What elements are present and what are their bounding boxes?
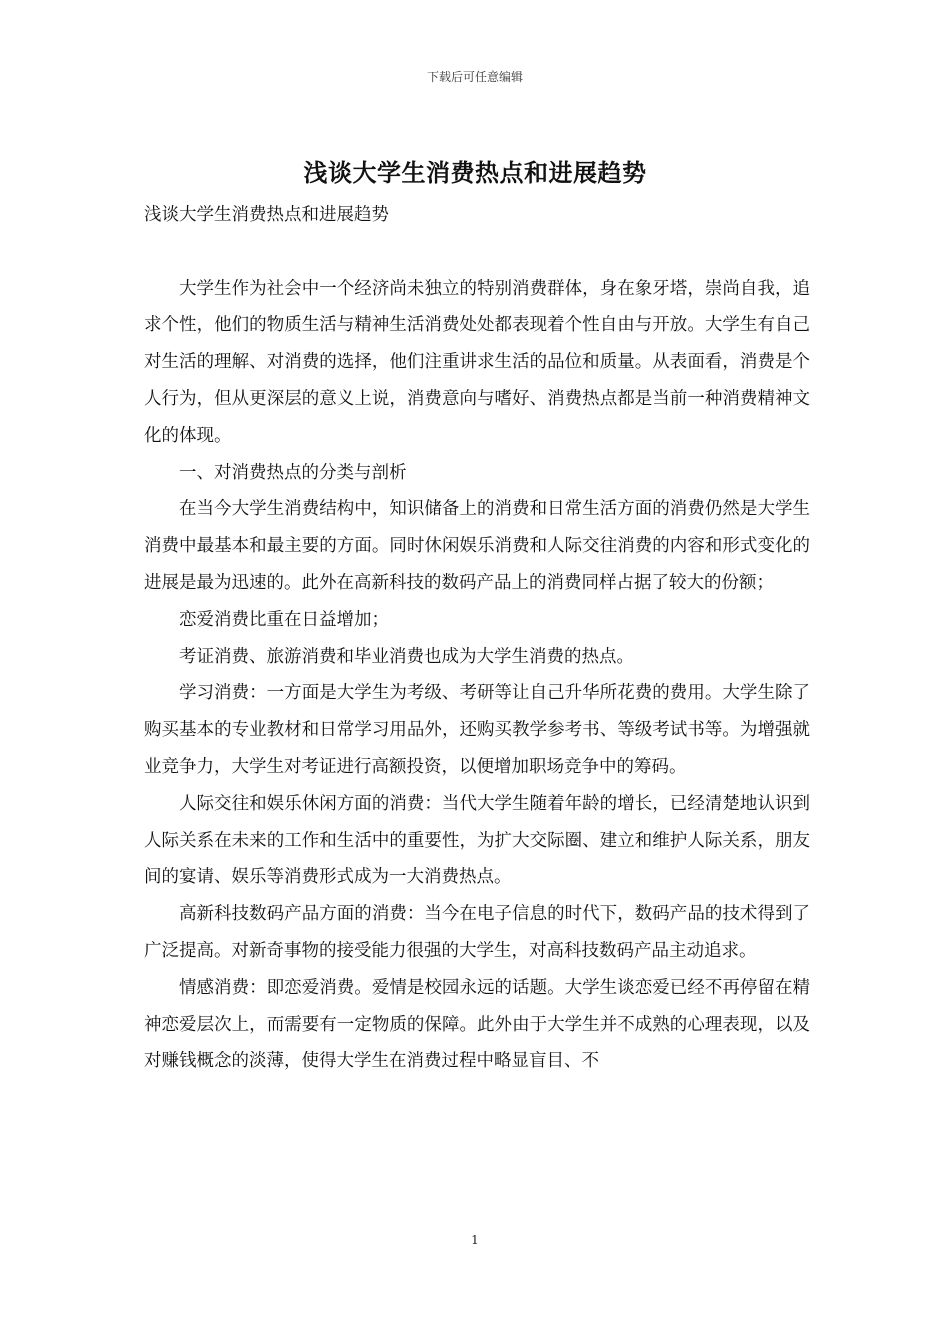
page-number: 1 bbox=[471, 1233, 479, 1247]
page-header-note: 下载后可任意编辑 bbox=[426, 70, 523, 84]
paragraph-study: 学习消费：一方面是大学生为考级、考研等让自己升华所花费的费用。大学生除了购买基本的专业教材和日常学习用品外，还购买教学参考书、等级考试书等。为增强就业竞争力，大学生对考证进行高额投资，以便增加职场竞争中的筹码。 bbox=[144, 683, 810, 777]
paragraph-digital: 高新科技数码产品方面的消费：当今在电子信息的时代下，数码产品的技术得到了广泛提高。对新奇事物的接受能力很强的大学生，对高科技数码产品主动追求。 bbox=[144, 904, 810, 961]
paragraph-emotion: 情感消费：即恋爱消费。爱情是校园永远的话题。大学生谈恋爱已经不再停留在精神恋爱层次上，而需要有一定物质的保障。此外由于大学生并不成熟的心理表现，以及对赚钱概念的淡薄，使得大学生在消费过程中略显盲目、不 bbox=[144, 977, 810, 1072]
document-subtitle: 浅谈大学生消费热点和进展趋势 bbox=[144, 205, 389, 225]
paragraph-romance-share: 恋爱消费比重在日益增加； bbox=[179, 609, 389, 630]
paragraph-intro: 大学生作为社会中一个经济尚未独立的特别消费群体，身在象牙塔，崇尚自我，追求个性，他们的物质生活与精神生活消费处处都表现着个性自由与开放。大学生有自己对生活的理解、对消费的选择，他们注重讲求生活的品位和质量。从表面看，消费是个人行为，但从更深层的意义上说，消费意向与嗜好、消费热点都是当前一种消费精神文化的体现。 bbox=[144, 278, 810, 446]
document-title: 浅谈大学生消费热点和进展趋势 bbox=[303, 158, 647, 187]
blank-line bbox=[144, 234, 810, 271]
paragraph-structure: 在当今大学生消费结构中，知识储备上的消费和日常生活方面的消费仍然是大学生消费中最基本和最主要的方面。同时休闲娱乐消费和人际交往消费的内容和形式变化的进展是最为迅速的。此外在高新科技的数码产品上的消费同样占据了较大的份额； bbox=[144, 499, 810, 593]
paragraph-hotspots: 考证消费、旅游消费和毕业消费也成为大学生消费的热点。 bbox=[179, 646, 634, 667]
paragraph-social: 人际交往和娱乐休闲方面的消费：当代大学生随着年龄的增长，已经清楚地认识到人际关系在未来的工作和生活中的重要性，为扩大交际圈、建立和维护人际关系，朋友间的宴请、娱乐等消费形式成为一大消费热点。 bbox=[144, 793, 810, 888]
document-body bbox=[144, 197, 810, 1080]
section-heading-1: 一、对消费热点的分类与剖析 bbox=[179, 462, 407, 483]
